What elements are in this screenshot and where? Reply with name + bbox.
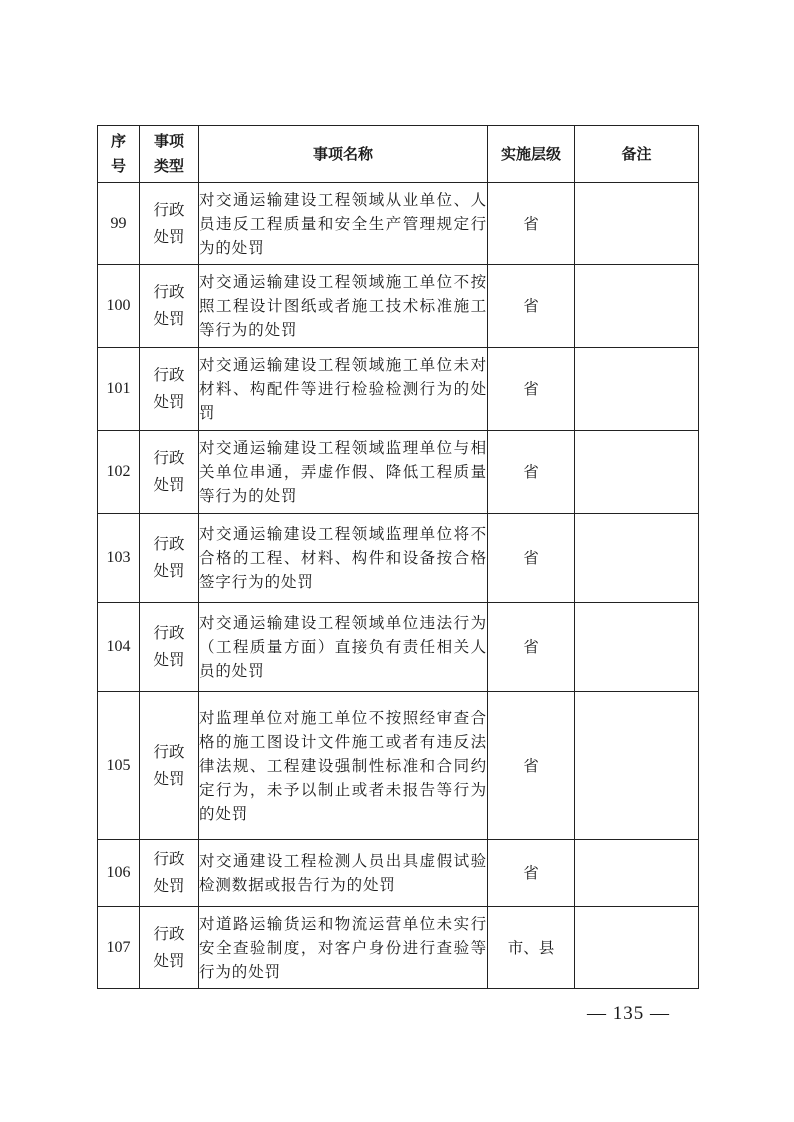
row-serial-number: 103 [98, 514, 140, 603]
table-row [98, 907, 699, 989]
row-matter-name: 对道路运输货运和物流运营单位未实行安全查验制度，对客户身份进行查验等行为的处罚 [199, 907, 488, 989]
row-remarks [575, 348, 699, 431]
row-remarks [575, 692, 699, 840]
page-number: — 135 — [587, 1003, 670, 1024]
row-remarks [575, 514, 699, 603]
row-serial-number: 102 [98, 431, 140, 514]
row-matter-type: 行政 处罚 [140, 840, 199, 907]
table-row [98, 692, 699, 840]
row-matter-type: 行政 处罚 [140, 603, 199, 692]
header-remarks: 备注 [575, 126, 699, 183]
row-serial-number: 101 [98, 348, 140, 431]
row-matter-name: 对交通运输建设工程领域施工单位未对材料、构配件等进行检验检测行为的处罚 [199, 348, 488, 431]
row-matter-name: 对交通运输建设工程领域监理单位与相关单位串通，弄虚作假、降低工程质量等行为的处罚 [199, 431, 488, 514]
row-remarks [575, 907, 699, 989]
row-matter-name: 对监理单位对施工单位不按照经审查合格的施工图设计文件施工或者有违反法律法规、工程建设强制性标准和合同约定行为，未予以制止或者未报告等行为的处罚 [199, 692, 488, 840]
row-matter-type: 行政 处罚 [140, 265, 199, 348]
table-row [98, 183, 699, 265]
matters-table [97, 125, 699, 989]
row-implementation-level: 省 [488, 265, 575, 348]
row-remarks [575, 431, 699, 514]
row-matter-name: 对交通运输建设工程领域监理单位将不合格的工程、材料、构件和设备按合格签字行为的处罚 [199, 514, 488, 603]
row-matter-name: 对交通运输建设工程领域单位违法行为（工程质量方面）直接负有责任相关人员的处罚 [199, 603, 488, 692]
table-row [98, 431, 699, 514]
row-remarks [575, 603, 699, 692]
table-row [98, 840, 699, 907]
header-serial-number: 序 号 [98, 126, 140, 183]
table-header-row [98, 126, 699, 183]
row-serial-number: 100 [98, 265, 140, 348]
row-matter-name: 对交通建设工程检测人员出具虚假试验检测数据或报告行为的处罚 [199, 840, 488, 907]
row-matter-name: 对交通运输建设工程领域从业单位、人员违反工程质量和安全生产管理规定行为的处罚 [199, 183, 488, 265]
row-remarks [575, 265, 699, 348]
row-matter-name: 对交通运输建设工程领域施工单位不按照工程设计图纸或者施工技术标准施工等行为的处罚 [199, 265, 488, 348]
row-serial-number: 106 [98, 840, 140, 907]
row-serial-number: 104 [98, 603, 140, 692]
row-remarks [575, 183, 699, 265]
header-matter-type: 事项 类型 [140, 126, 199, 183]
row-implementation-level: 省 [488, 183, 575, 265]
row-matter-type: 行政 处罚 [140, 348, 199, 431]
row-matter-type: 行政 处罚 [140, 692, 199, 840]
row-implementation-level: 省 [488, 692, 575, 840]
header-implementation-level: 实施层级 [488, 126, 575, 183]
table-row [98, 265, 699, 348]
row-implementation-level: 省 [488, 840, 575, 907]
row-matter-type: 行政 处罚 [140, 907, 199, 989]
row-implementation-level: 省 [488, 431, 575, 514]
row-serial-number: 107 [98, 907, 140, 989]
row-remarks [575, 840, 699, 907]
table-row [98, 348, 699, 431]
row-matter-type: 行政 处罚 [140, 431, 199, 514]
table-row [98, 603, 699, 692]
row-serial-number: 99 [98, 183, 140, 265]
row-implementation-level: 省 [488, 603, 575, 692]
row-matter-type: 行政 处罚 [140, 183, 199, 265]
row-serial-number: 105 [98, 692, 140, 840]
row-implementation-level: 省 [488, 348, 575, 431]
row-implementation-level: 省 [488, 514, 575, 603]
table-row [98, 514, 699, 603]
row-implementation-level: 市、县 [488, 907, 575, 989]
header-matter-name: 事项名称 [199, 126, 488, 183]
row-matter-type: 行政 处罚 [140, 514, 199, 603]
